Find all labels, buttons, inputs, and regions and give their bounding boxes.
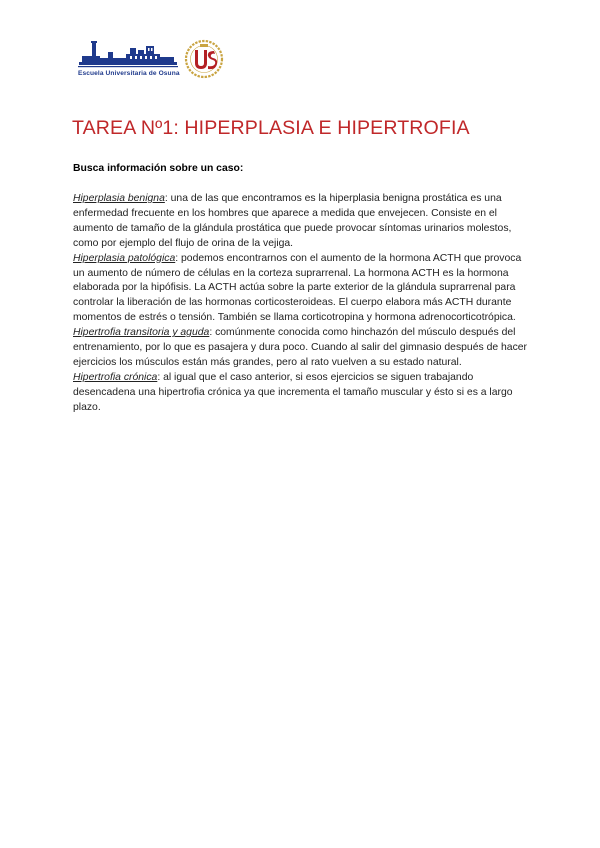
school-logo bbox=[78, 38, 178, 80]
paragraph-hiperplasia-benigna bbox=[73, 192, 535, 252]
document-subtitle: Busca información sobre un caso: bbox=[73, 163, 244, 174]
paragraph-hiperplasia-patologica bbox=[73, 252, 535, 327]
university-seal bbox=[183, 39, 225, 79]
document-body bbox=[73, 192, 535, 416]
document-title: TAREA Nº1: HIPERPLASIA E HIPERTROFIA bbox=[72, 117, 470, 139]
term-label: Hipertrofia transitoria y aguda bbox=[73, 327, 210, 339]
term-label: Hiperplasia patológica bbox=[73, 252, 176, 264]
paragraph-text: : comúnmente conocida como hinchazón del músculo después del entrenamiento, por lo que es pasajera y dura poco. Cuando al salir del gimnasio después de hacer ejercicios los músculos están más grandes, pero al rato vuelven a su estado natural. bbox=[73, 327, 528, 368]
term-label: Hipertrofia crónica bbox=[73, 371, 158, 383]
school-caption: Escuela Universitaria de Osuna bbox=[78, 70, 180, 77]
paragraph-text: : al igual que el caso anterior, si esos ejercicios se siguen trabajando desencadena una hipertrofia crónica ya que incrementa el tamaño muscular y ésto si es a largo plazo. bbox=[73, 371, 513, 413]
seal-icon bbox=[183, 39, 225, 79]
paragraph-hipertrofia-cronica bbox=[73, 371, 535, 416]
term-label: Hiperplasia benigna bbox=[73, 193, 165, 204]
paragraph-text: : podemos encontrarnos con el aumento de la hormona ACTH que provoca un aumento de número de células en la corteza suprarrenal. La hormona ACTH es la hormona elaborada por la hipófisis. La ACTH actúa sobre la parte exterior de la glándula suprarrenal para controlar la liberación de las hormonas corticosteroideas. El cuerpo elabora más ACTH durante momentos de estrés o tensión. También se llama corticotropina y hormona adrenocorticotrópica. bbox=[73, 252, 522, 324]
paragraph-text: : una de las que encontramos es la hiperplasia benigna prostática es una enfermedad frecuente en los hombres que aparece a medida que envejecen. Consiste en el aumento de tamaño de la glándula prostática que puede provocar síntomas urinarios molestos, como por ejemplo del flujo de orina de la vejiga. bbox=[73, 193, 512, 249]
castle-icon bbox=[78, 38, 178, 70]
paragraph-hipertrofia-transitoria bbox=[73, 326, 535, 371]
